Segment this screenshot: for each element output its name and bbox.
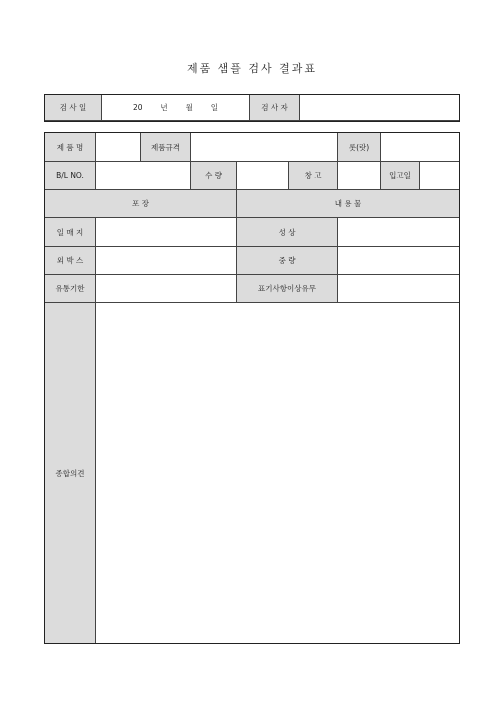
quantity-label: 수 량 — [191, 162, 237, 190]
lot-label: 롯(랏) — [338, 133, 381, 162]
inspection-result-table — [44, 132, 460, 644]
unit-box-field[interactable] — [96, 218, 237, 247]
warehouse-label: 창 고 — [289, 162, 338, 190]
marking-label: 표기사항이상유무 — [237, 275, 338, 303]
overall-opinion-label: 종합의견 — [45, 303, 96, 643]
product-spec-label: 제품규격 — [141, 133, 191, 162]
date-year-unit: 년 — [160, 103, 168, 112]
receipt-date-label: 입고일 — [381, 162, 420, 190]
packaging-section-header: 포 장 — [45, 190, 237, 218]
warehouse-field[interactable] — [338, 162, 381, 190]
weight-label: 중 량 — [237, 247, 338, 275]
marking-field[interactable] — [338, 275, 459, 303]
page-title: 제품 샘플 검사 결과표 — [186, 62, 318, 75]
product-name-label: 제 품 명 — [45, 133, 96, 162]
unit-box-label: 일 매 지 — [45, 218, 96, 247]
lot-field[interactable] — [381, 133, 459, 162]
bl-no-label: B/L NO. — [45, 162, 96, 190]
content-section-header: 내 용 물 — [237, 190, 459, 218]
date-year-prefix: 20 — [132, 103, 143, 112]
expiry-label: 유통기한 — [45, 275, 96, 303]
outer-box-label: 외 박 스 — [45, 247, 96, 275]
inspector-field[interactable] — [300, 95, 459, 121]
receipt-date-field[interactable] — [420, 162, 459, 190]
date-month-unit: 월 — [185, 103, 193, 112]
expiry-field[interactable] — [96, 275, 237, 303]
properties-field[interactable] — [338, 218, 459, 247]
inspection-date-field[interactable] — [102, 95, 250, 121]
inspector-label: 검 사 자 — [250, 95, 300, 121]
quantity-field[interactable] — [237, 162, 289, 190]
properties-label: 성 상 — [237, 218, 338, 247]
product-spec-field[interactable] — [191, 133, 338, 162]
inspection-header-table — [44, 94, 460, 122]
overall-opinion-field[interactable] — [96, 303, 459, 643]
weight-field[interactable] — [338, 247, 459, 275]
inspection-date-label: 검 사 일 — [45, 95, 102, 121]
date-day-unit: 일 — [210, 103, 219, 112]
outer-box-field[interactable] — [96, 247, 237, 275]
bl-no-field[interactable] — [96, 162, 191, 190]
product-name-field[interactable] — [96, 133, 141, 162]
